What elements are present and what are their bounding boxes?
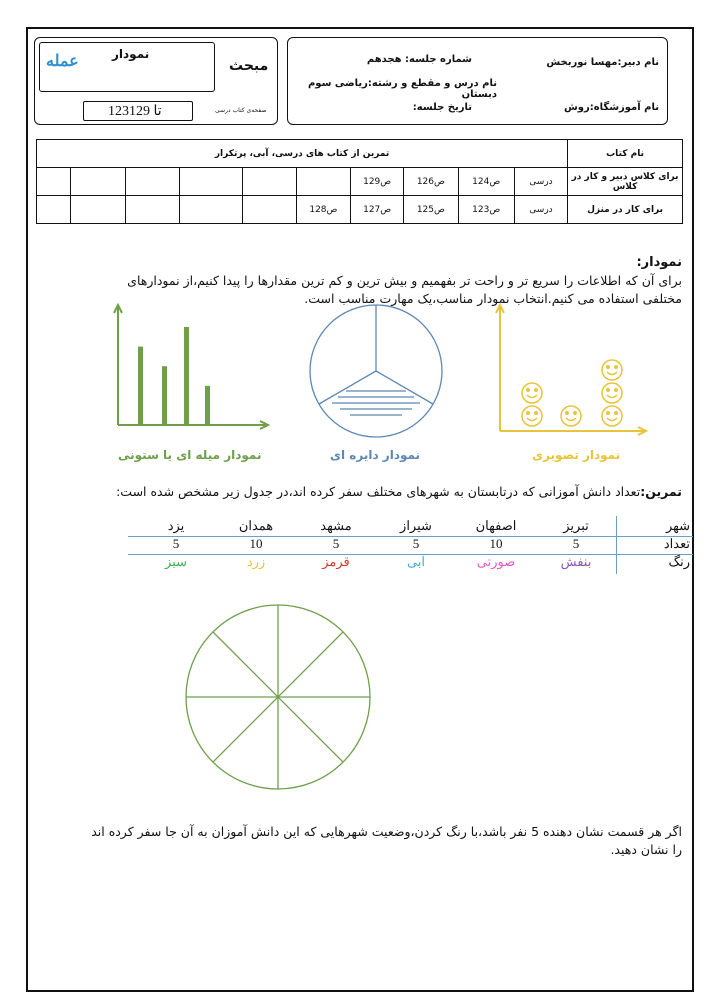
exercise-text: تعداد دانش آموزانی که درتابستان به شهرهای مختلف سفر کرده اند،در جدول زیر مشخص شده است: — [116, 484, 641, 499]
city-color: سبز — [165, 554, 187, 569]
city-count: 5 — [332, 536, 340, 551]
smiley-icon — [561, 406, 581, 426]
picture-chart-example — [496, 305, 646, 435]
pie-chart-example — [310, 305, 442, 437]
pie-chart-caption: نمودار دایره ای — [330, 448, 421, 462]
schedule-cell: ص124 — [458, 168, 514, 196]
example-bar — [205, 386, 210, 425]
city-name: شیراز — [400, 518, 432, 533]
intro-line: مختلفی استفاده می کنیم.انتخاب نمودار مناسب،یک مهارت مناسب است. — [304, 291, 682, 306]
city-color: آبی — [406, 554, 426, 569]
pages-value: 123تا 129 — [108, 104, 162, 119]
teacher-name: نام دبیر:مهسا نوربخش — [546, 57, 659, 68]
info-box — [287, 37, 668, 125]
schedule-cell: ص123 — [458, 196, 514, 224]
example-bar — [184, 327, 189, 425]
session-number: شماره جلسه: هجدهم — [366, 54, 472, 65]
city-name: اصفهان — [475, 518, 517, 533]
session-date: تاریخ جلسه: — [412, 102, 472, 113]
city-name: یزد — [167, 518, 185, 533]
row-label-color: رنگ — [668, 554, 690, 569]
question-line: را نشان دهید. — [610, 842, 682, 857]
city-count: 5 — [172, 536, 180, 551]
coloring-circle-sections — [186, 605, 370, 789]
topic-value: نمودار — [112, 47, 150, 61]
logo-icon: عمله — [46, 51, 79, 70]
schedule-type: درسی — [514, 196, 567, 224]
schedule-row-home — [37, 196, 683, 224]
topic-label: مبحث — [229, 58, 269, 74]
course-info: نام درس و مقطع و رشته:ریاضی سوم دبستان — [307, 78, 497, 100]
smiley-icon — [602, 383, 622, 403]
city-name: مشهد — [320, 518, 352, 533]
schedule-type: درسی — [514, 168, 567, 196]
topic-box — [34, 37, 278, 125]
smiley-icon — [522, 383, 542, 403]
city-count: 5 — [572, 536, 580, 551]
city-color: بنفش — [560, 554, 592, 569]
book-header: نام کتاب — [568, 140, 683, 168]
coloring-circle — [178, 604, 378, 804]
schedule-header-row — [37, 140, 683, 168]
schedule-cell: ص126 — [404, 168, 458, 196]
school-name: نام آموزشگاه:روش — [563, 102, 659, 113]
book-title: تمرین از کتاب های درسی، آبی، پرتکرار — [37, 140, 568, 168]
exercise-title: تمرین: — [640, 484, 682, 499]
row-label-home: برای کار در منزل — [568, 196, 683, 224]
city-name: تبریز — [563, 518, 589, 533]
city-color: قرمز — [322, 554, 350, 569]
question-line: اگر هر قسمت نشان دهنده 5 نفر باشد،با رنگ کردن،وضعیت شهرهایی که این دانش آموزان به آن جا سفر کرده اند — [91, 824, 682, 839]
smiley-icon — [602, 406, 622, 426]
city-count: 10 — [249, 536, 263, 551]
schedule-table — [36, 139, 683, 224]
row-label-count: تعداد — [663, 536, 690, 551]
schedule-row-class — [37, 168, 683, 196]
exercise-question — [42, 823, 682, 859]
example-bar — [138, 347, 143, 425]
city-color: صورتی — [476, 554, 516, 569]
intro-line: برای آن که اطلاعات را سریع تر و راحت تر بفهمیم و بیش ترین و کم ترین مقدارها را پیدا کنیم،از نمودارهای — [127, 273, 682, 288]
row-label-city: شهر — [665, 518, 690, 533]
exercise-instructions — [48, 484, 682, 499]
city-name: همدان — [238, 518, 274, 533]
bar-chart-bars — [138, 327, 210, 425]
intro-title: نمودار: — [636, 255, 682, 270]
schedule-cell: ص127 — [351, 196, 404, 224]
schedule-cell: ص129 — [351, 168, 404, 196]
schedule-cell: ص128 — [296, 196, 350, 224]
smiley-icon — [602, 360, 622, 380]
city-count: 10 — [489, 536, 503, 551]
city-color: زرد — [246, 554, 266, 569]
pages-label: صفحه‌ی کتاب درسی — [215, 107, 267, 114]
bar-chart-caption: نمودار میله ای یا ستونی — [118, 448, 262, 462]
schedule-cell: ص125 — [404, 196, 458, 224]
bar-chart-example — [114, 305, 268, 429]
city-count: 5 — [412, 536, 420, 551]
example-bar — [162, 366, 167, 425]
row-label-class: برای کلاس دبیر و کار در کلاس — [568, 168, 683, 196]
chart-types-illustration — [28, 299, 692, 469]
logo-box — [39, 42, 215, 92]
picture-chart-caption: نمودار تصویری — [532, 448, 621, 462]
pages-value-box — [83, 101, 193, 121]
smiley-icon — [522, 406, 542, 426]
worksheet-page — [26, 27, 694, 992]
picture-chart-faces — [522, 360, 622, 426]
